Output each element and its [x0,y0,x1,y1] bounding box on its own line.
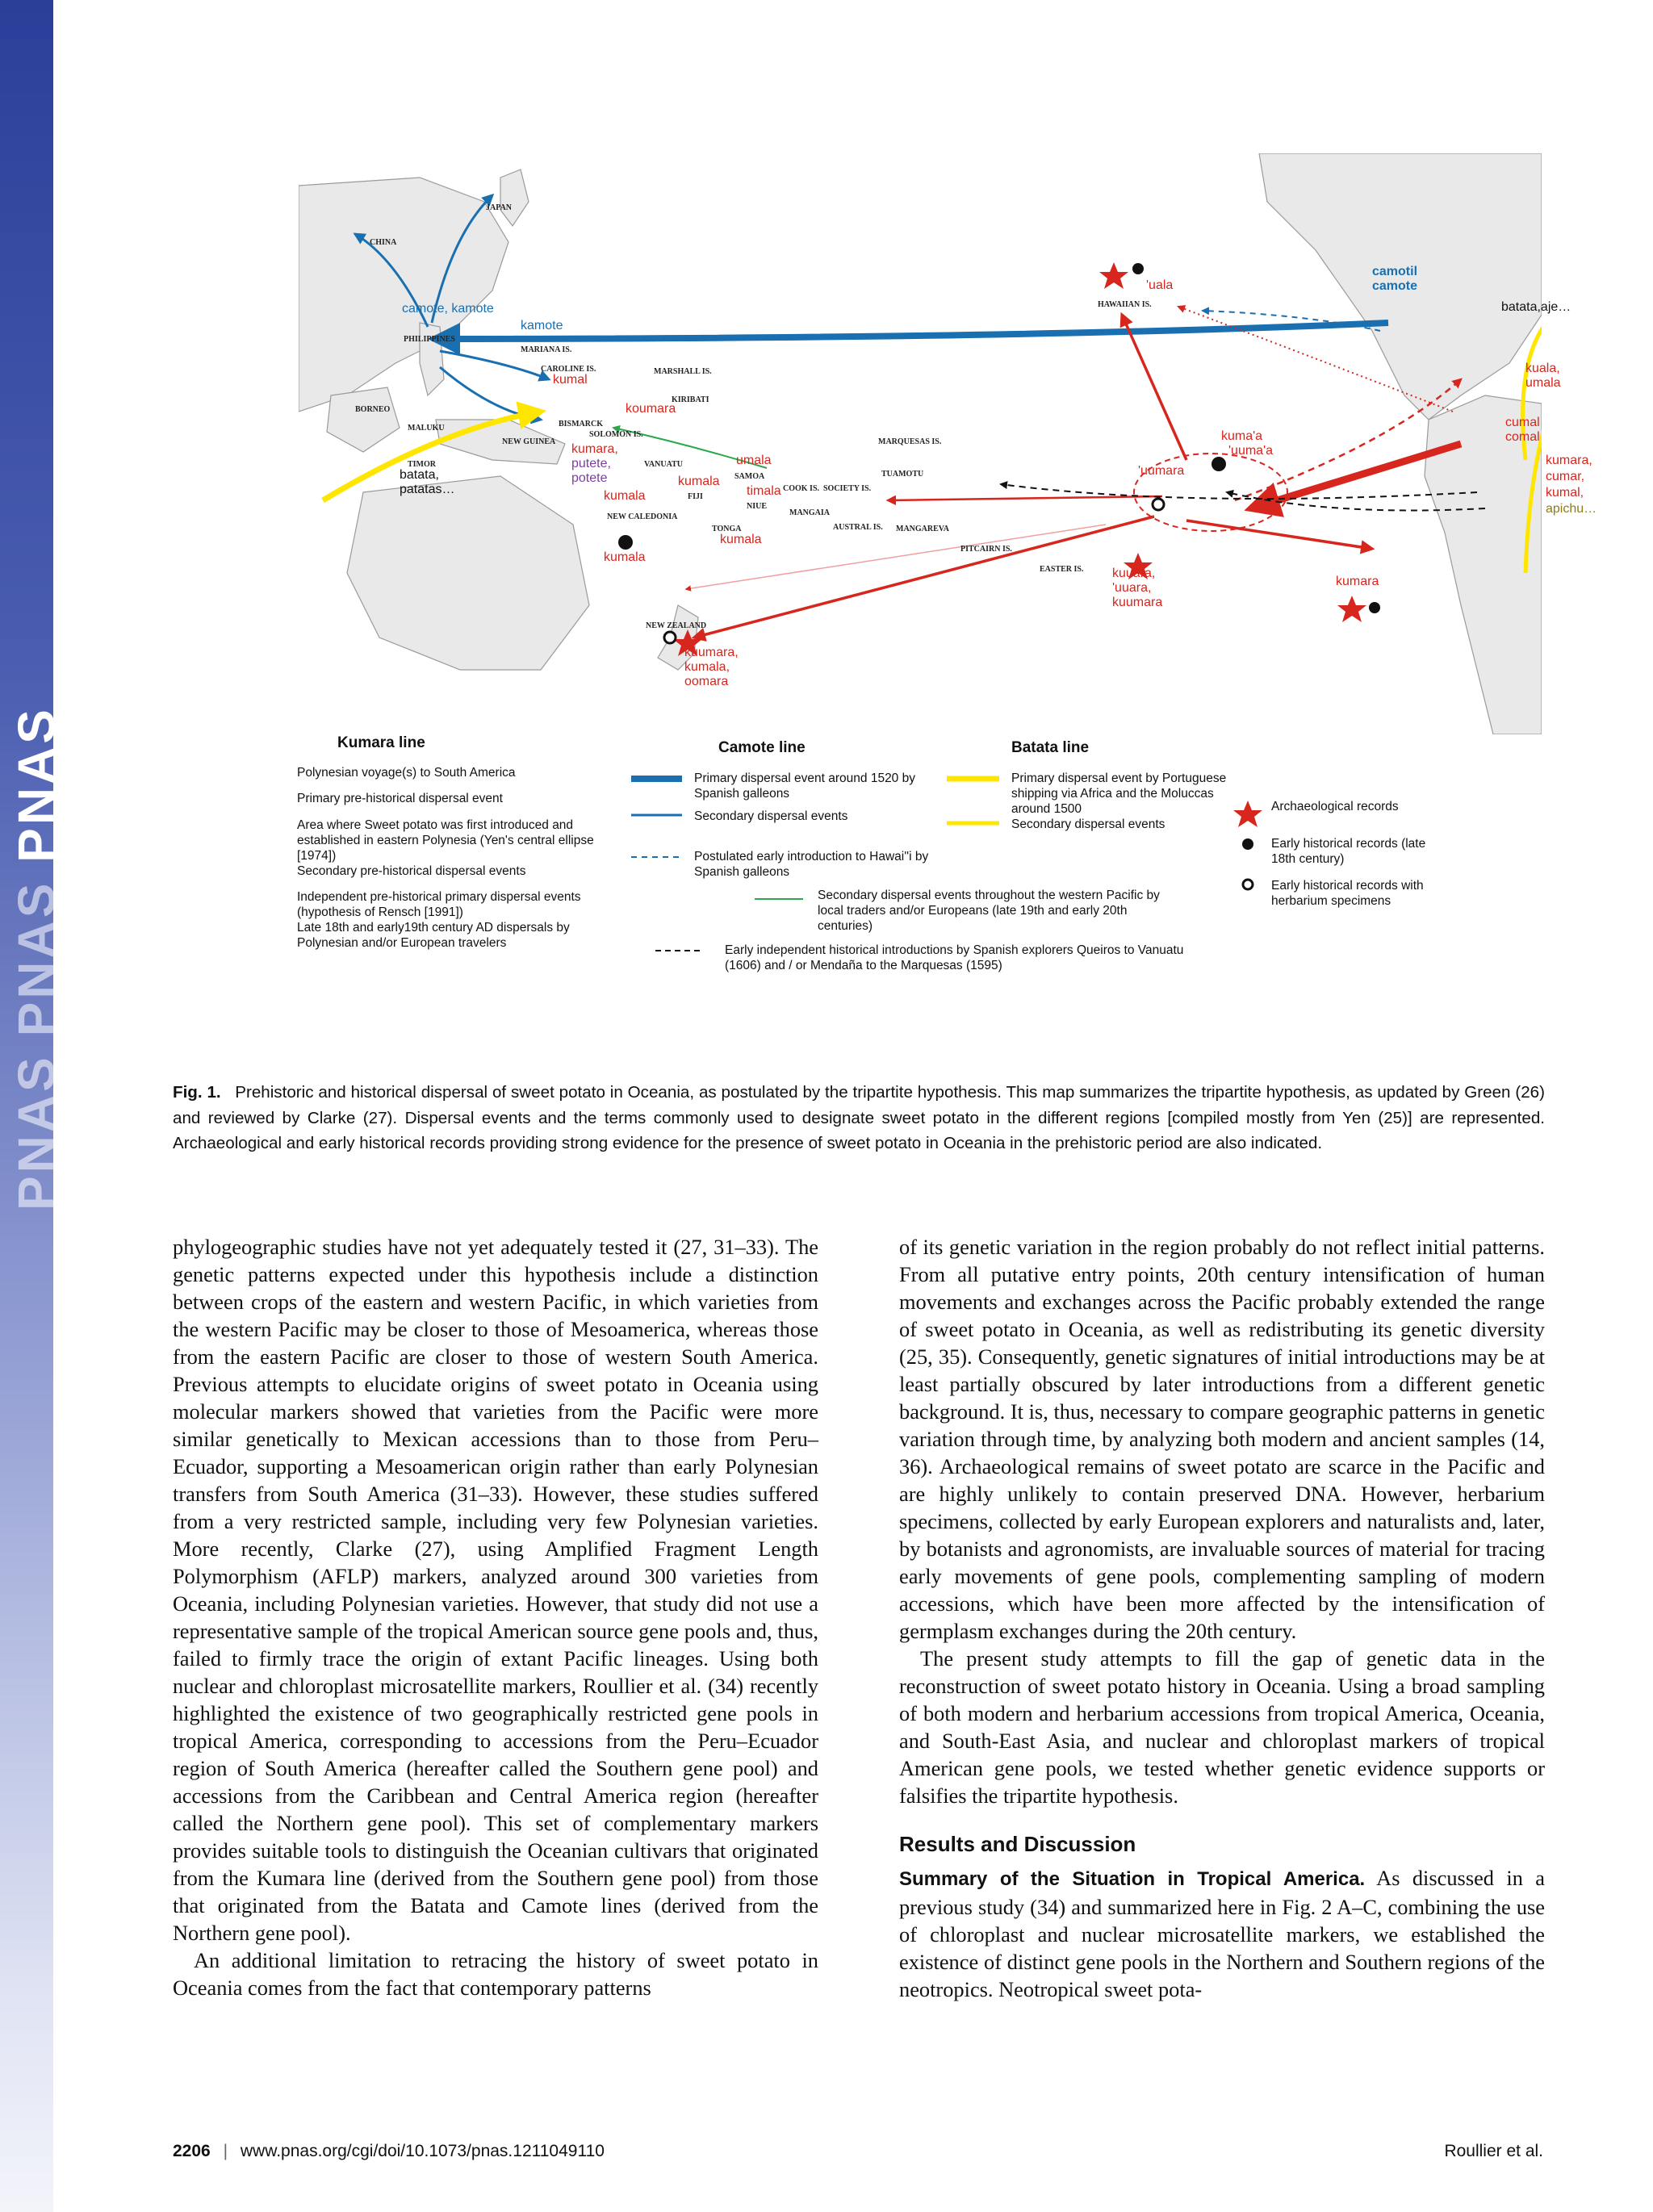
place-marshall: MARSHALL IS. [654,367,712,376]
term-kuumara-nz: kuumara, kumala, oomara [684,646,739,688]
term-camotil: camotil [1372,265,1418,278]
sidebar-logo-text: PNAS PNAS PNAS [7,706,65,1211]
term-comal: comal [1505,430,1540,444]
legend-s1: Archaeological records [1271,800,1399,813]
place-solomon: SOLOMON IS. [589,430,643,439]
kumara-secondary-west [888,496,1162,500]
caption-text: Prehistoric and historical dispersal of sweet potato in Oceania, as postulated by the tripartite hypothesis. This map summarizes the tripartite hypothesis, as updated by Green (26) and reviewed by Clarke (27). Dispersal events and the terms commonly used to designate sweet potato in the different regions [compiled mostly from Yen (25)] are represented. Archaeological and early historical records providing strong evidence for the presence of sweet potato in Oceania in the prehistoric period are also indicated. [173,1083,1545,1152]
section-heading: Results and Discussion [899,1832,1136,1856]
caption-label: Fig. 1. [173,1083,221,1102]
footer-authors: Roullier et al. [1444,2142,1543,2160]
term-kumala-fiji: kumala [678,475,720,488]
term-kumala-nc: kumala [604,550,646,564]
legend-s2: Early historical records (late 18th century) [1271,837,1426,866]
term-uumara: 'uumara [1138,464,1185,478]
term-apichu: apichu… [1546,502,1597,516]
australia-land [347,476,589,670]
place-pitcairn: PITCAIRN IS. [960,545,1012,554]
place-hawaiian: HAWAIIAN IS. [1098,300,1152,309]
place-austral: AUSTRAL IS. [833,523,883,532]
term-cumal: cumal [1505,416,1540,429]
legend-k3: Area where Sweet potato was first introduced and established in eastern Polynesia (Yen's central ellipse [1974]) [297,818,594,863]
place-samoa: SAMOA [734,472,765,481]
kumara-secondary-easter [1186,521,1372,549]
term-kamote: kamote [521,319,563,332]
legend-k1: Polynesian voyage(s) to South America [297,766,516,780]
left-column [173,1233,818,2001]
figure-1 [297,153,1597,1065]
place-fiji: FIJI [688,492,703,501]
place-vanuatu: VANUATU [644,460,683,469]
legend-k2: Primary pre-historical dispersal event [297,792,503,805]
star-hawaii [1099,262,1128,289]
term-kumaa: kuma'a [1221,429,1263,443]
record-markers [618,262,1380,656]
term-kumal-americas: kumal, [1546,486,1584,500]
place-society: SOCIETY IS. [823,484,872,493]
term-kumara-americas: kumara, [1546,454,1592,467]
term-uumaa: 'uuma'a [1228,444,1274,458]
legend-c2: Secondary dispersal events [694,809,848,823]
place-china: CHINA [370,238,397,247]
place-mangaia: MANGAIA [789,508,830,517]
term-kuala: kuala, [1525,362,1560,375]
legend-e1: Early independent historical introductions by Spanish explorers Queiros to Vanuatu (1606) and / or Mendaña to the Marquesas (1595) [725,943,1184,972]
place-marquesas: MARQUESAS IS. [878,437,942,446]
spanish-queiros [1001,484,1477,499]
place-philippines: PHILIPPINES [404,335,455,344]
term-umala-americas: umala [1525,376,1561,390]
runin-heading: Summary of the Situation in Tropical America. [899,1868,1366,1890]
term-potete: potete [571,471,608,485]
doi-link[interactable]: www.pnas.org/cgi/doi/10.1073/pnas.1211049110 [240,2142,605,2160]
place-new-caledonia: NEW CALEDONIA [607,512,678,521]
right-column [899,1233,1545,2003]
figure-caption [173,1080,1545,1156]
right-paragraph-1: of its genetic variation in the region probably do not reflect initial patterns. From all putative entry points, 20th century intensification of human movements and exchanges across the Pacific probably extended the range of sweet potato in Oceania, as well as redistributing its genetic diversity (25, 35). Consequently, genetic signatures of initial introductions may be at least partially obscured by later introductions from a different genetic background. It is, thus, necessary to compare geographic patterns in genetic variation through time, by analyzing both modern and ancient samples (14, 36). Archaeological remains of sweet potato are scarce in the Pacific and are highly unlikely to contain preserved DNA. However, herbarium specimens, collected by early European explorers and naturalists and, later, by botanists and agronomists, are invaluable sources of material for tracing early movements of gene pools, complementing sampling of modern accessions, which have been more affected by the intensification of germplasm exchanges during the 20th century. [899,1235,1545,1643]
legend-k5: Independent pre-historical primary dispersal events (hypothesis of Rensch [1991]) [297,890,581,919]
place-japan: JAPAN [486,203,513,212]
place-kiribati: KIRIBATI [672,395,709,404]
term-umala-samoa: umala [736,454,772,467]
page-number: 2206 [173,2142,211,2160]
legend-k6: Late 18th and early19th century AD dispersals by Polynesian and/or European travelers [297,921,570,950]
legend-c3: Postulated early introduction to Hawai''i by Spanish galleons [694,850,929,879]
dot-hawaii [1132,263,1144,274]
legend-batata-head: Batata line [1011,739,1090,756]
place-niue: NIUE [747,502,768,511]
place-new-guinea: NEW GUINEA [502,437,556,446]
place-maluku: MALUKU [408,424,445,433]
term-putete: putete, [571,457,611,470]
place-tuamotu: TUAMOTU [881,470,924,479]
term-batata-patatas: batata, patatas… [400,468,455,496]
legend-c4: Secondary dispersal events throughout the western Pacific by local traders and/or Europeans (late 19th and early 20th centuries) [818,889,1160,933]
place-bismarck: BISMARCK [559,420,604,429]
kumara-secondary-hawaii [1122,315,1186,460]
left-paragraph-2: An additional limitation to retracing the history of sweet potato in Oceania comes from the fact that contemporary patterns [173,1948,818,2000]
term-kumara-easter: kumara [1336,575,1379,588]
dot-marquesas [1212,457,1226,471]
place-easter: EASTER IS. [1040,565,1084,574]
legend-camote-head: Camote line [718,739,806,756]
right-paragraph-3: Summary of the Situation in Tropical America. As discussed in a previous study (34) and summarized here in Fig. 2 A–C, combining the use of chloroplast and nuclear microsatellite markers, we established the existence of distinct gene pools in the Northern and Southern regions of the neotropics. Neotropical sweet pota- [899,1866,1545,2001]
place-mariana: MARIANA IS. [521,345,572,354]
term-batata-aje: batata,aje… [1501,300,1571,314]
legend-k4: Secondary pre-historical dispersal events [297,864,526,878]
place-mangareva: MANGAREVA [896,525,949,533]
right-paragraph-2: The present study attempts to fill the gap of genetic data in the reconstruction of sweet potato history in Oceania. Using a broad sampling of both modern and herbarium accessions from tropical America, Oceania, and South-East Asia, and nuclear and chloroplast markers of tropical American gene pools, we tested whether genetic evidence supports or falsifies the tripartite hypothesis. [899,1646,1545,1808]
borneo-land [327,387,400,452]
camote-secondary-caroline [440,351,549,379]
dot-new-caledonia [618,535,633,550]
term-camote: camote [1372,279,1418,293]
term-camote-kamote: camote, kamote [402,302,494,316]
place-tonga: TONGA [712,525,742,533]
term-uala: 'uala [1146,278,1174,292]
herbarium-nz [664,632,676,643]
term-cumar: cumar, [1546,470,1585,483]
place-cook: COOK IS. [783,484,820,493]
term-kumala-vanuatu: kumala [604,489,646,503]
term-kumala-tonga: kumala [720,533,762,546]
journal-sidebar [0,0,65,2212]
term-timala: timala [747,484,781,498]
dot-easter [1369,602,1380,613]
camote-primary-route [434,323,1388,339]
footer-separator: | [223,2142,228,2160]
left-paragraph-1: phylogeographic studies have not yet adequately tested it (27, 31–33). The genetic patterns expected under this hypothesis include a distinction between crops of the eastern and western Pacific, in which varieties from the western Pacific may be closer to those of Mesoamerica, whereas those from the eastern Pacific are closer to those of western South America. Previous attempts to elucidate origins of sweet potato in Oceania using molecular markers showed that varieties from the Pacific were more similar genetically to Mexican accessions than to those from Peru–Ecuador, supporting a Mesoamerican origin rather than early Polynesian transfers from South America (31–33). However, these studies suffered from a very restricted sample, including very few Polynesian varieties. More recently, Clarke (27), using Amplified Fragment Length Polymorphism (AFLP) markers, analyzed around 300 varieties from Oceania, including Polynesian varieties. However, that study did not use a representative sample of the tropical American source gene pools and, thus, failed to firmly trace the origin of extant Pacific lineages. Using both nuclear and chloroplast microsatellite markers, Roullier et al. (34) recently highlighted the existence of two geographically restricted gene pools in tropical America, corresponding to accessions from the Peru–Ecuador region of South America (hereafter called the Southern gene pool) and accessions from the Caribbean and Central America region (hereafter called the Northern gene pool). This set of complementary markers provides suitable tools to distinguish the Oceanian cultivars that originated from the Kumara line (derived from the Southern gene pool) from those that originated from the Batata and Camote lines (derived from the Northern gene pool). [173,1235,818,1945]
term-kumal: kumal [553,373,588,387]
term-kuuara: kuuara, 'uuara, kuumara [1112,567,1163,609]
footer-left [173,2142,605,2161]
legend-c1: Primary dispersal event around 1520 by Spanish galleons [694,771,915,801]
term-kumara: kumara, [571,442,618,456]
term-koumara: koumara [626,402,676,416]
japan-land [500,169,529,226]
legend-b2: Secondary dispersal events [1011,817,1165,831]
legend-kumara-head: Kumara line [337,734,425,751]
place-new-zealand: NEW ZEALAND [646,621,707,630]
philippines-land [420,323,444,395]
legend-s3: Early historical records with herbarium specimens [1271,879,1424,908]
herbarium-society [1153,499,1164,510]
legend-b1: Primary dispersal event by Portuguese shipping via Africa and the Moluccas around 1500 [1011,771,1227,816]
place-borneo: BORNEO [355,405,391,414]
place-caroline: CAROLINE IS. [541,365,596,374]
place-timor: TIMOR [408,460,436,469]
star-easter [1337,596,1366,622]
